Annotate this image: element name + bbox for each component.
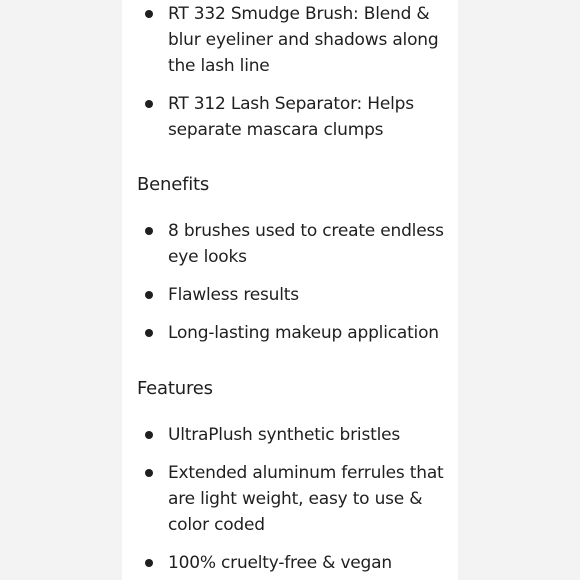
- list-item: [137, 282, 455, 308]
- list-item-text: RT 312 Lash Separator: Helps separate mascara clumps: [168, 94, 414, 140]
- list-item-text: 8 brushes used to create endless eye looks: [168, 221, 444, 267]
- features-heading: Features: [137, 378, 213, 399]
- list-item-text: Flawless results: [168, 285, 299, 305]
- brush-list: [137, 1, 455, 143]
- list-item: [137, 91, 455, 143]
- bullet-dot: [145, 559, 153, 567]
- list-item-text: 100% cruelty-free & vegan: [168, 553, 392, 573]
- list-item-text: Long-lasting makeup application: [168, 323, 439, 343]
- list-item: [137, 218, 455, 270]
- list-item: [137, 1, 455, 79]
- bullet-dot: [145, 469, 153, 477]
- bullet-dot: [145, 431, 153, 439]
- bullet-dot: [145, 291, 153, 299]
- list-item: [137, 422, 455, 448]
- list-item: [137, 320, 455, 346]
- bullet-dot: [145, 10, 153, 18]
- features-list: [137, 422, 455, 576]
- bullet-dot: [145, 100, 153, 108]
- bullet-dot: [145, 227, 153, 235]
- bullet-dot: [145, 329, 153, 337]
- list-item: [137, 550, 455, 576]
- list-item-text: Extended aluminum ferrules that are light weight, easy to use & color coded: [168, 463, 444, 535]
- benefits-heading: Benefits: [137, 174, 210, 195]
- product-description-panel: [122, 0, 458, 580]
- list-item-text: RT 332 Smudge Brush: Blend & blur eyeliner and shadows along the lash line: [168, 4, 439, 76]
- list-item-text: UltraPlush synthetic bristles: [168, 425, 401, 445]
- benefits-list: [137, 218, 455, 346]
- list-item: [137, 460, 455, 538]
